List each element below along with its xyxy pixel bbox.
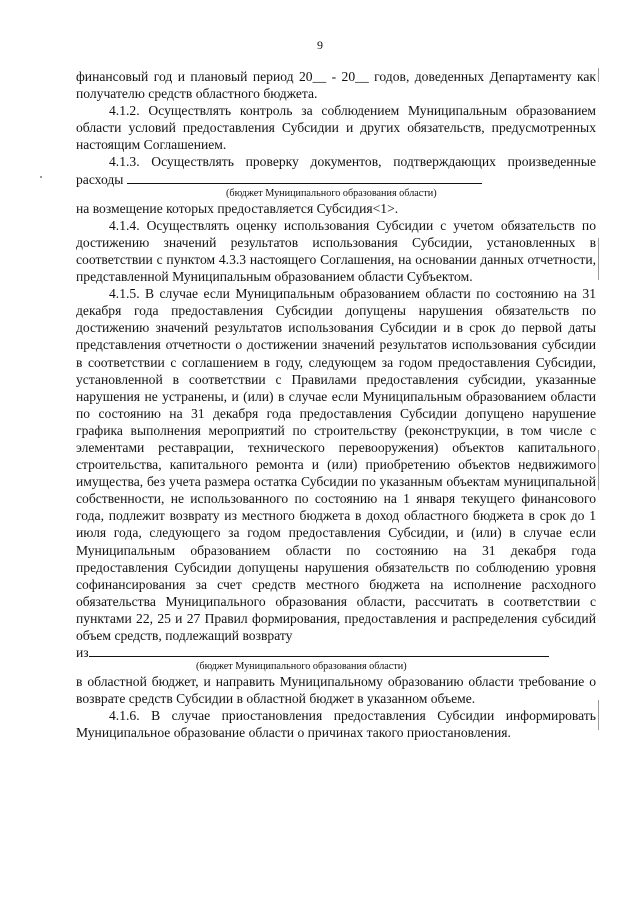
margin-mark <box>598 700 599 730</box>
margin-mark <box>598 450 599 490</box>
paragraph-4-1-5-end: в областной бюджет, и направить Муниципальному образованию области требование о возврате средств Субсидии в областной бюджет в указанном объеме. <box>76 674 596 707</box>
budget-caption: (бюджет Муниципального образования области) <box>196 661 407 673</box>
paragraph-4-1-6: 4.1.6. В случае приостановления предоставления Субсидии информировать Муниципальное образование области о причинах такого приостановления. <box>76 708 596 741</box>
budget-caption: (бюджет Муниципального образования области) <box>226 187 437 199</box>
paragraph-4-1-2: 4.1.2. Осуществлять контроль за соблюдением Муниципальным образованием области условий предоставления Субсидии и других обязательств, предусмотренных настоящим Соглашением. <box>76 103 596 153</box>
page-number: 9 <box>317 38 323 52</box>
paragraph-continuation: финансовый год и плановый период 20__ - 20__ годов, доведенных Департаменту как получателю средств областного бюджета. <box>76 69 596 102</box>
paragraph-4-1-4: 4.1.4. Осуществлять оценку использования Субсидии с учетом обязательств по достижению значений результатов использования Субсидии, установленных в соответствии с пунктом 4.3.3 настоящего Соглашения, на основании данных отчетности, представленной Муниципальным образованием области Субъектом. <box>76 217 596 285</box>
paragraph-4-1-3-end: на возмещение которых предоставляется Субсидия<1>. <box>76 200 399 216</box>
paragraph-4-1-5-blank <box>76 644 596 661</box>
budget-blank-line <box>127 171 482 184</box>
paragraph-4-1-3-text: 4.1.3. Осуществлять проверку документов, подтверждающих произведенные расходы <box>76 154 596 187</box>
budget-blank-line <box>89 644 549 657</box>
document-body <box>76 68 596 742</box>
paragraph-4-1-5: 4.1.5. В случае если Муниципальным образованием области по состоянию на 31 декабря года предоставления Субсидии допущены нарушения обязательств по достижению значений результатов использования Субсидии и в срок до первой даты представления отчетности о достижении значений результатов использования субсидии в соответствии с соглашением в году, следующем за годом предоставления Субсидии, установленной в соответствии с Правилами предоставления субсидии, указанные нарушения не устранены, и (или) в случае если Муниципальным образованием области по состоянию на 31 декабря года предоставления Субсидии допущено нарушение графика выполнения мероприятий по строительству (реконструкции, в том числе с элементами реставрации, технического перевооружения) объектов капитального строительства, капитального ремонта и (или) приобретению объектов недвижимого имущества, без учета размера остатка Субсидии по указанным объектам муниципальной собственности, не использованного по состоянию на 1 января текущего финансового года, подлежит возврату из местного бюджета в доход областного бюджета в срок до 1 июля года, следующего за годом предоставления Субсидии, и (или) в случае если Муниципальным образованием области по состоянию на 31 декабря года предоставления Субсидии допущены нарушения обязательств по соблюдению уровня софинансирования за счет средств местного бюджета на исполнение расходного обязательства Муниципального образования области, рассчитать в соответствии с пунктами 22, 25 и 27 Правил формирования, предоставления и распределения субсидий объем средств, подлежащий возврату <box>76 286 596 643</box>
paragraph-4-1-5-iz: из <box>76 645 89 661</box>
margin-mark <box>598 238 599 280</box>
scan-speck <box>40 176 42 178</box>
margin-mark <box>598 68 599 82</box>
paragraph-4-1-3 <box>76 153 596 187</box>
